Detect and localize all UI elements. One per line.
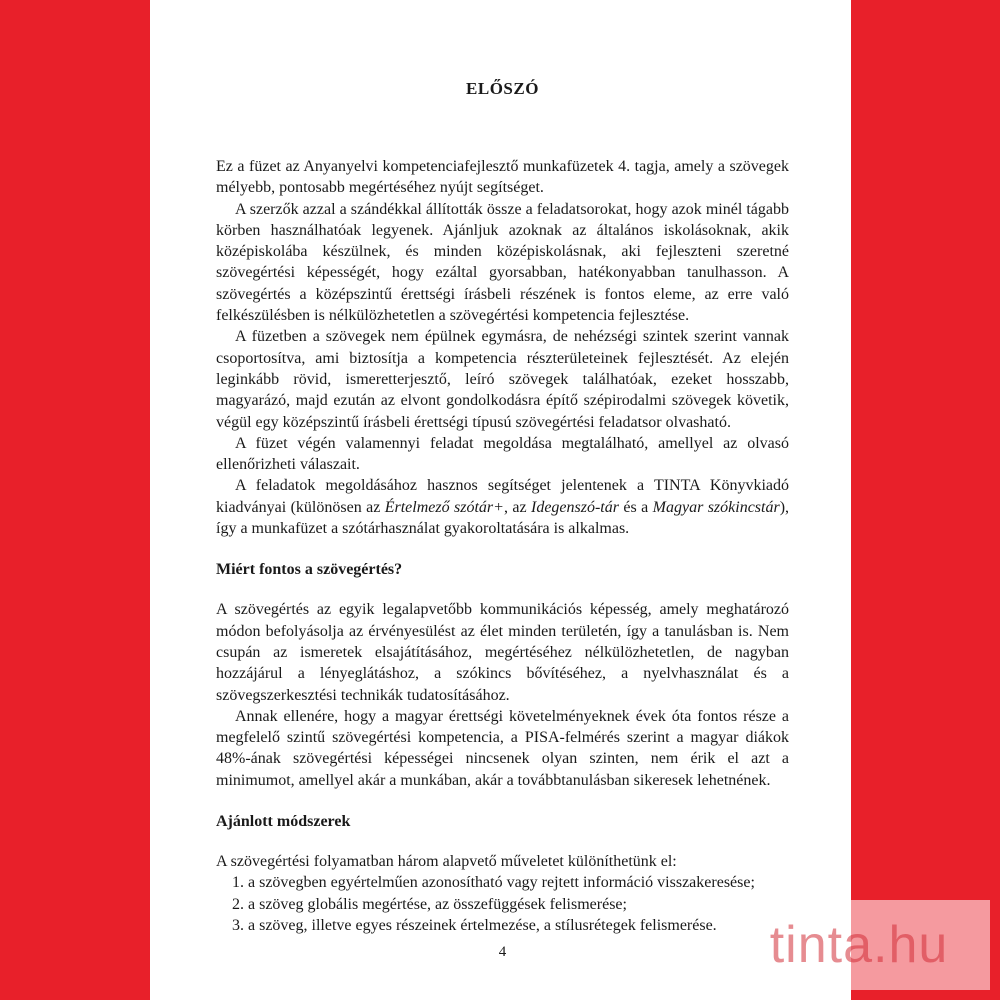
methods-list xyxy=(216,872,789,936)
book-title: Értelmező szótár+ xyxy=(384,498,504,516)
book-title: Magyar szókincstár xyxy=(652,498,780,516)
text-run: A feladatok megoldásához hasznos segítséget jelentenek a TINTA Könyvkiadó kiadványai (különösen az xyxy=(216,477,789,516)
intro-paragraph xyxy=(216,475,789,539)
watermark-text: tinta.hu xyxy=(769,916,949,974)
text-run: A füzetben a szövegek nem épülnek egymásra, de nehézségi szintek szerint vannak csoportosítva, ami biztosítja a kompetencia részterületeinek fejlesztését. Az elején leginkább rövid, ismeretterjesztő, leíró szövegek találhatóak, ezeket hosszabb, magyarázó, majd ezután az elvont gondolkodásra építő szépirodalmi szövegek követik, végül egy középszintű írásbeli érettségi típusú szövegértési feladatsor olvasható. xyxy=(216,328,789,431)
intro-paragraph xyxy=(216,433,789,476)
text-run: A szerzők azzal a szándékkal állították össze a feladatsorokat, hogy azok minél tágabb körben használhatóak legyenek. Ajánljuk azoknak az általános iskolásoknak, akik középiskolába készülnek, és minden középiskolásnak, aki fejleszteni szeretné szövegértési képességét, hogy ezáltal gyorsabban, hatékonyabban tanulhasson. A szövegértés a középszintű érettségi írásbeli részének is fontos eleme, az erre való felkészülésben is nélkülözhetetlen a szövegértési kompetencia fejlesztése. xyxy=(216,200,789,325)
intro-paragraph xyxy=(216,326,789,432)
intro-section xyxy=(216,156,789,539)
section-heading-methods: Ajánlott módszerek xyxy=(216,813,351,831)
document-body xyxy=(216,156,789,936)
page-title: ELŐSZÓ xyxy=(466,79,539,98)
section-heading-why: Miért fontos a szövegértés? xyxy=(216,561,403,579)
section-paragraph xyxy=(216,599,789,705)
page xyxy=(150,0,851,1000)
methods-intro: A szövegértési folyamatban három alapvető műveletet különíthetünk el: xyxy=(216,853,677,871)
page-number: 4 xyxy=(498,944,507,960)
text-run: A szövegértés az egyik legalapvetőbb kommunikációs képesség, amely meghatározó módon befolyásolja az érvényesülést az élet minden területén, így a tanulásban is. Nem csupán az ismeretek elsajátításához, megértéséhez nélkülözhetetlen, de nagyban hozzájárul a lényeglátáshoz, a szókincs bővítéséhez, a nyelvhasználat és a szövegszerkesztési technikák tudatosításához. xyxy=(216,601,789,704)
list-item: 1. a szövegben egyértelműen azonosítható vagy rejtett információ visszakeresése; xyxy=(232,874,755,892)
list-item: 3. a szöveg, illetve egyes részeinek értelmezése, a stílusrétegek felismerése. xyxy=(232,916,717,934)
text-run: és a xyxy=(618,498,653,516)
book-title: Idegenszó-tár xyxy=(530,498,619,516)
text-run: Annak ellenére, hogy a magyar érettségi követelményeknek évek óta fontos része a megfelelő szintű szövegértési kompetencia, a PISA-felmérés szerint a magyar diákok 48%-ának szövegértési képességei nincsenek olyan szinten, nem érik el azt a minimumot, amellyel akár a munkában, akár a továbbtanulásban sikeresek lehetnének. xyxy=(216,707,789,789)
text-run: A füzet végén valamennyi feladat megoldása megtalálható, amellyel az olvasó ellenőrizheti válaszait. xyxy=(216,434,789,474)
section-why-body xyxy=(216,599,789,791)
text-run: ), így a munkafüzet a szótárhasználat gyakoroltatására is alkalmas. xyxy=(216,498,790,538)
text-run: , az xyxy=(503,498,531,516)
intro-paragraph xyxy=(216,199,789,327)
list-item: 2. a szöveg globális megértése, az összefüggések felismerése; xyxy=(232,895,627,913)
section-paragraph xyxy=(216,706,789,791)
watermark xyxy=(728,900,990,990)
text-run: Ez a füzet az Anyanyelvi kompetenciafejlesztő munkafüzetek 4. tagja, amely a szövegek mélyebb, pontosabb megértéséhez nyújt segítséget. xyxy=(216,158,789,197)
intro-paragraph xyxy=(216,156,789,199)
